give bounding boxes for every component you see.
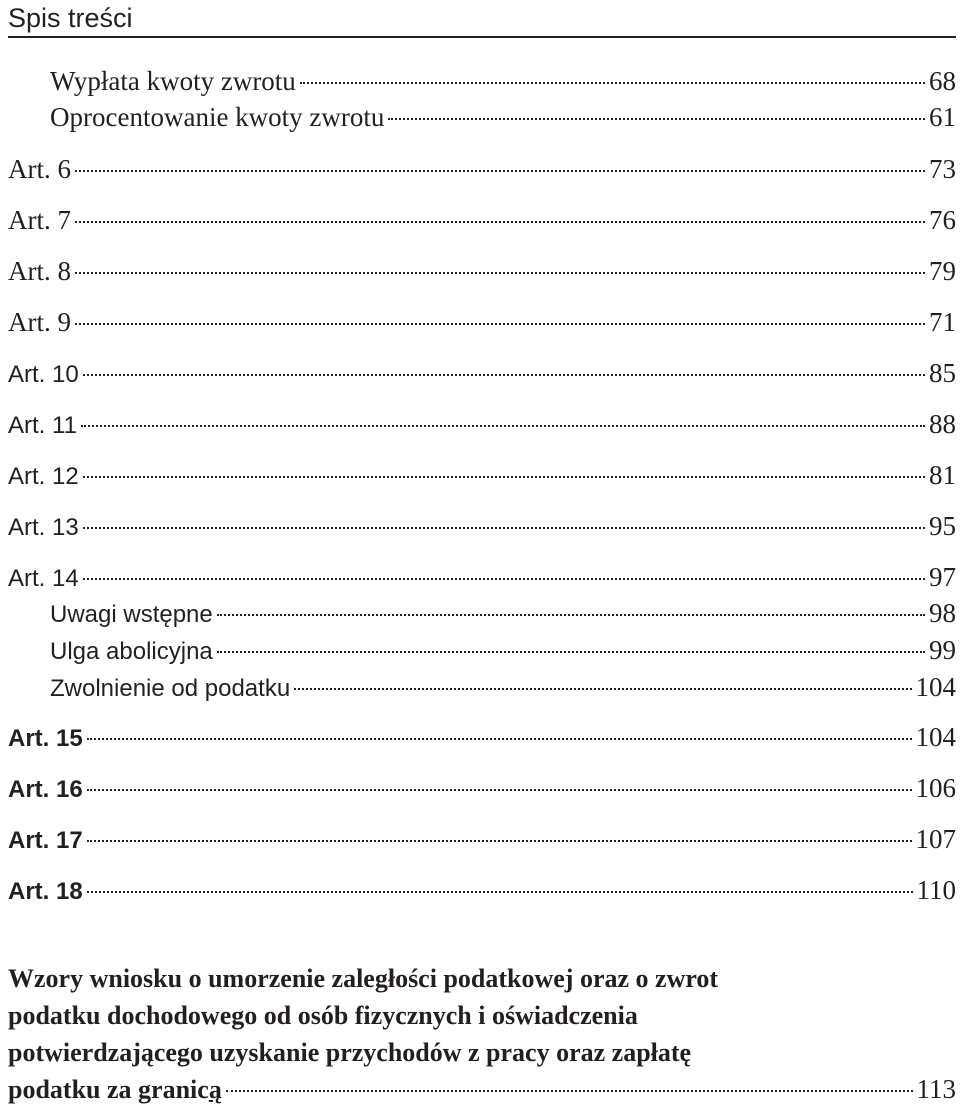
dot-leader [300, 82, 925, 84]
toc-entry-art-18[interactable] [8, 873, 956, 907]
dot-leader [83, 476, 925, 478]
dot-leader [388, 118, 925, 120]
toc-entry-ulga-abolicyjna[interactable] [50, 633, 956, 667]
toc-entry-page: 98 [929, 598, 956, 628]
toc-entry-page: 88 [929, 409, 956, 439]
dot-leader [87, 789, 912, 791]
toc-entry-page: 104 [915, 722, 956, 752]
toc-entry-art-7[interactable] [8, 203, 956, 237]
toc-entry-page: 81 [929, 460, 956, 490]
toc-entry-label: Art. 16 [8, 776, 83, 803]
toc-entry-uwagi-wstepne[interactable] [50, 596, 956, 630]
toc-entry-page: 61 [929, 102, 956, 132]
dot-leader [87, 738, 912, 740]
toc-entry-art-12[interactable] [8, 458, 956, 492]
toc-entry-label: Art. 13 [8, 514, 79, 541]
toc-entry-art-10[interactable] [8, 356, 956, 390]
toc-entry-page: 71 [929, 307, 956, 337]
toc-entry-label: Art. 9 [8, 307, 71, 337]
toc-entry-art-9[interactable] [8, 305, 956, 339]
dot-leader [217, 651, 925, 653]
toc-entry-page: 97 [929, 562, 956, 592]
toc-entry-label: Art. 8 [8, 256, 71, 286]
toc-entry-page: 99 [929, 635, 956, 665]
toc-block-line: podatku dochodowego od osób fizycznych i oświadczenia [8, 1001, 638, 1030]
toc-entry-label: Uwagi wstępne [50, 601, 213, 628]
toc-entry-page: 110 [916, 875, 956, 905]
dot-leader [75, 323, 925, 325]
toc-entry-label: Art. 7 [8, 205, 71, 235]
toc-block-label-main: podatku za granic [8, 1075, 209, 1104]
dot-leader [83, 374, 925, 376]
dot-leader [226, 1090, 913, 1092]
dot-leader [87, 891, 913, 893]
toc-entry-label: Oprocentowanie kwoty zwrotu [50, 102, 385, 132]
dot-leader [83, 578, 925, 580]
toc-entry-label: Zwolnienie od podatku [50, 675, 291, 702]
dot-leader [75, 170, 925, 172]
toc-entry-zwolnienie-od-podatku[interactable] [50, 670, 956, 704]
toc-entry-label: Art. 15 [8, 725, 83, 752]
toc-entry-art-11[interactable] [8, 407, 956, 441]
toc-entry-art-16[interactable] [8, 771, 956, 805]
toc-entry-art-17[interactable] [8, 822, 956, 856]
toc-block-last-line [8, 1071, 956, 1108]
toc-entry-page: 76 [929, 205, 956, 235]
toc-entry-page: 85 [929, 358, 956, 388]
toc-entry-page: 95 [929, 511, 956, 541]
toc-entry-wzory-wniosku[interactable] [8, 960, 956, 1108]
toc-entry-page: 73 [929, 154, 956, 184]
dot-leader [87, 840, 912, 842]
toc-entry-label: Wypłata kwoty zwrotu [50, 66, 296, 96]
toc-entry-label: Ulga abolicyjna [50, 638, 213, 665]
toc-entry-label: Art. 10 [8, 361, 79, 388]
dot-leader [81, 425, 925, 427]
toc-block-line: potwierdzającego uzyskanie przychodów z pracy oraz zapłatę [8, 1038, 692, 1067]
toc-entry-label: Art. 11 [8, 412, 77, 439]
toc-entry-page: 68 [929, 66, 956, 96]
toc-entry-page: 104 [915, 672, 956, 702]
dot-leader [83, 527, 925, 529]
toc-entry-art-13[interactable] [8, 509, 956, 543]
toc-entry-art-8[interactable] [8, 254, 956, 288]
toc-entry-page: 107 [915, 824, 956, 854]
toc-block-label [8, 1071, 222, 1108]
toc-entry-label: Art. 18 [8, 878, 83, 905]
toc-entry-label: Art. 17 [8, 827, 83, 854]
toc-entry-page: 113 [916, 1074, 956, 1104]
toc-entry-oprocentowanie-kwoty-zwrotu[interactable] [50, 100, 956, 134]
dot-leader [217, 614, 925, 616]
toc-entry-wyplata-kwoty-zwrotu[interactable] [50, 64, 956, 98]
toc-entry-art-14[interactable] [8, 560, 956, 594]
dot-leader [294, 688, 911, 690]
toc-entry-label: Art. 6 [8, 154, 71, 184]
toc-entry-art-6[interactable] [8, 152, 956, 186]
dot-leader [75, 272, 925, 274]
toc-entry-label: Art. 14 [8, 565, 79, 592]
dot-leader [75, 221, 925, 223]
toc-entry-art-15[interactable] [8, 720, 956, 754]
toc-entry-label: Art. 12 [8, 463, 79, 490]
toc-entry-page: 106 [915, 773, 956, 803]
toc-block-label-tail: ą [208, 1075, 222, 1104]
toc-block-line: Wzory wniosku o umorzenie zaległości podatkowej oraz o zwrot [8, 964, 719, 993]
toc-entry-page: 79 [929, 256, 956, 286]
page-title: Spis treści [8, 3, 133, 33]
